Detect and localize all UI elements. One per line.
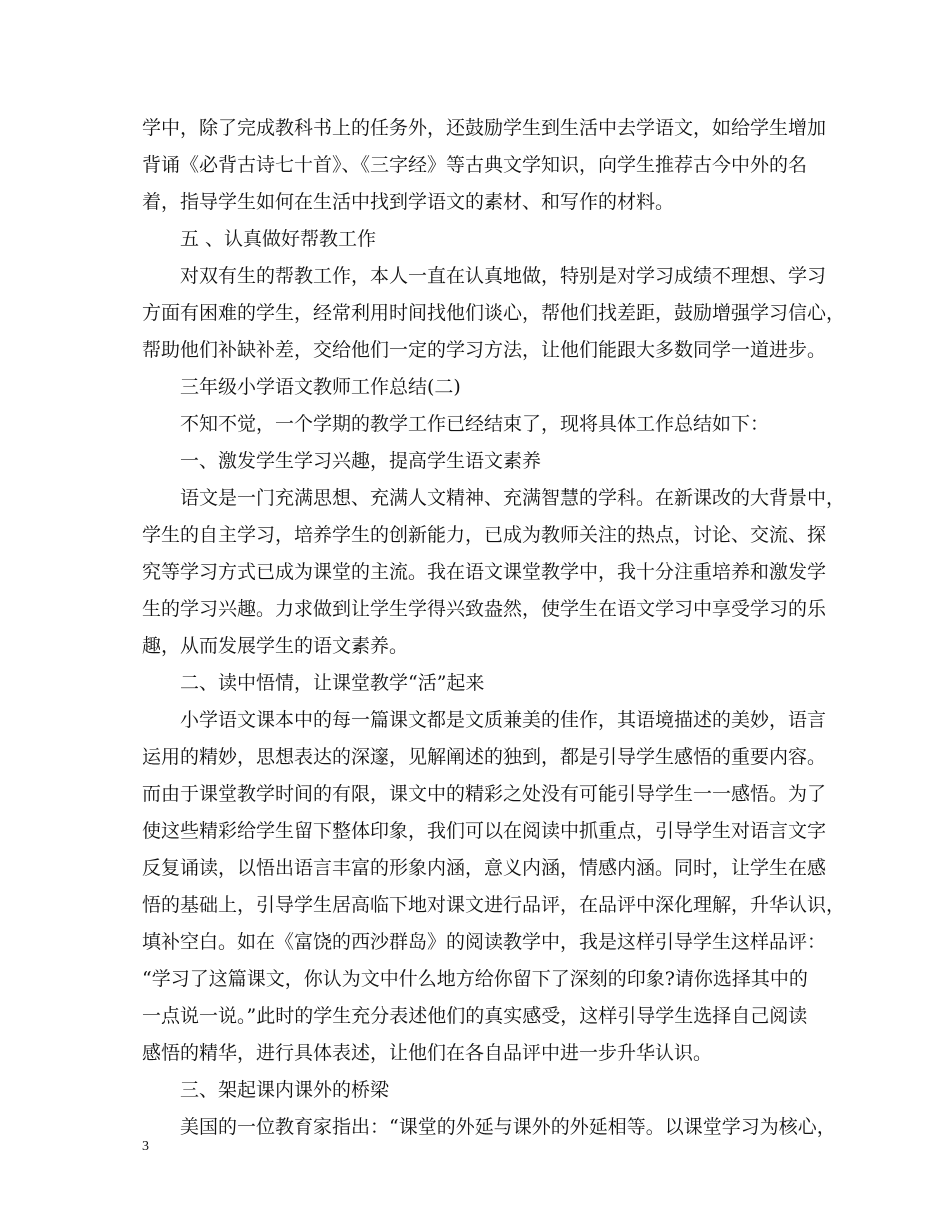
section-heading: 三、架起课内课外的桥梁 bbox=[180, 1079, 390, 1101]
text-line: “学习了这篇课文，你认为文中什么地方给你留下了深刻的印象?请你选择其中的 bbox=[142, 968, 808, 990]
document-subtitle: 三年级小学语文教师工作总结(二) bbox=[180, 376, 461, 398]
text-line: 悟的基础上，引导学生居高临下地对课文进行品评，在品评中深化理解，升华认识， bbox=[142, 894, 846, 916]
text-line: 一点说一说。”此时的学生充分表述他们的真实感受，这样引导学生选择自己阅读 bbox=[142, 1005, 808, 1027]
page-number: 3 bbox=[142, 1139, 149, 1154]
text-line: 语文是一门充满思想、充满人文精神、充满智慧的学科。在新课改的大背景中， bbox=[180, 487, 846, 509]
text-line: 运用的精妙，思想表达的深邃，见解阐述的独到，都是引导学生感悟的重要内容。 bbox=[142, 746, 827, 768]
text-line: 不知不觉，一个学期的教学工作已经结束了，现将具体工作总结如下： bbox=[180, 413, 770, 435]
text-line: 趣，从而发展学生的语文素养。 bbox=[142, 635, 409, 657]
section-heading: 一、激发学生学习兴趣，提高学生语文素养 bbox=[180, 450, 542, 472]
text-line: 学生的自主学习，培养学生的创新能力，已成为教师关注的热点，讨论、交流、探 bbox=[142, 524, 827, 546]
section-heading: 五 、认真做好帮教工作 bbox=[180, 228, 377, 250]
text-line: 究等学习方式已成为课堂的主流。我在语文课堂教学中，我十分注重培养和激发学 bbox=[142, 561, 827, 583]
text-line: 生的学习兴趣。力求做到让学生学得兴致盎然，使学生在语文学习中享受学习的乐 bbox=[142, 598, 827, 620]
text-line: 学中，除了完成教科书上的任务外，还鼓励学生到生活中去学语文，如给学生增加 bbox=[142, 117, 827, 139]
text-line: 着，指导学生如何在生活中找到学语文的素材、和写作的材料。 bbox=[142, 191, 675, 213]
text-line: 帮助他们补缺补差，交给他们一定的学习方法，让他们能跟大多数同学一道进步。 bbox=[142, 339, 827, 361]
text-line: 小学语文课本中的每一篇课文都是文质兼美的佳作，其语境描述的美妙，语言 bbox=[180, 709, 827, 731]
text-line: 感悟的精华，进行具体表述，让他们在各自品评中进一步升华认识。 bbox=[142, 1042, 713, 1064]
text-line: 使这些精彩给学生留下整体印象，我们可以在阅读中抓重点，引导学生对语言文字 bbox=[142, 820, 827, 842]
text-line: 填补空白。如在《富饶的西沙群岛》的阅读教学中，我是这样引导学生这样品评： bbox=[142, 931, 827, 953]
text-line: 反复诵读，以悟出语言丰富的形象内涵，意义内涵，情感内涵。同时，让学生在感 bbox=[142, 857, 827, 879]
section-heading: 二、读中悟情，让课堂教学“活”起来 bbox=[180, 672, 485, 694]
text-line: 美国的一位教育家指出：“课堂的外延与课外的外延相等。以课堂学习为核心， bbox=[180, 1116, 836, 1138]
text-line: 方面有困难的学生，经常利用时间找他们谈心，帮他们找差距，鼓励增强学习信心， bbox=[142, 302, 846, 324]
text-line: 对双有生的帮教工作，本人一直在认真地做，特别是对学习成绩不理想、学习 bbox=[180, 265, 827, 287]
text-line: 背诵《必背古诗七十首》、《三字经》等古典文学知识，向学生推荐古今中外的名 bbox=[142, 154, 808, 176]
text-line: 而由于课堂教学时间的有限，课文中的精彩之处没有可能引导学生一一感悟。为了 bbox=[142, 783, 827, 805]
